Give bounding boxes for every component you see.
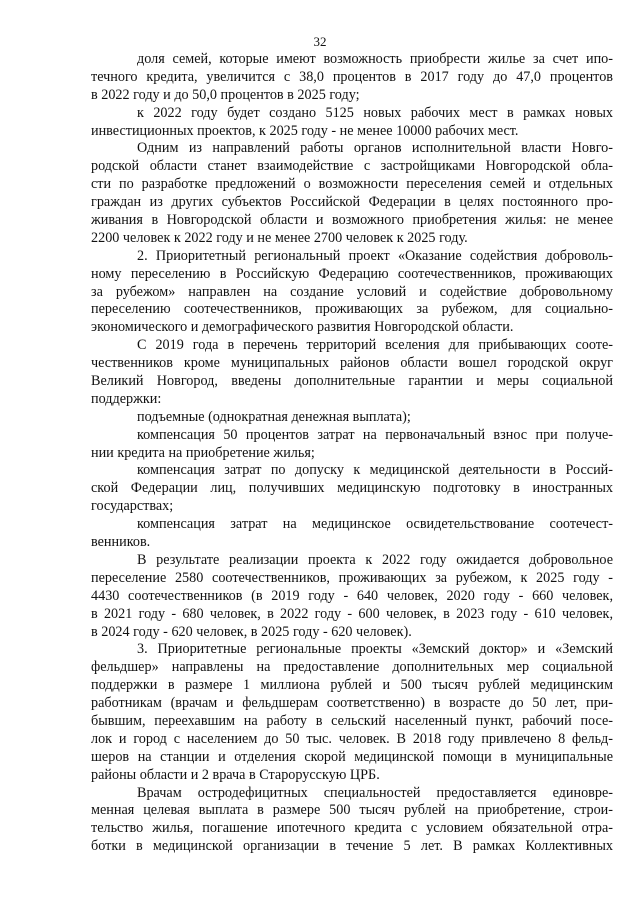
text-line: 4430 соотечественников (в 2019 году - 640 человек, 2020 году - 660 человек,	[91, 587, 613, 604]
text-line: в 2021 году - 680 человек, в 2022 году - 600 человек, в 2023 году - 610 человек,	[91, 605, 613, 622]
text-line: компенсация затрат по допуску к медицинской деятельности в Россий-	[137, 462, 613, 479]
text-line: 2200 человек к 2022 году и не менее 2700 человек к 2025 году.	[91, 229, 468, 246]
text-line: менная целевая выплата в размере 500 тысяч рублей на приобретение, строи-	[91, 802, 613, 819]
text-line: чественников кроме муниципальных районов области вошел городской округ	[91, 355, 613, 372]
text-line: районы области и 2 врача в Старорусскую ЦРБ.	[91, 766, 380, 783]
text-line: лок и город с населением до 50 тыс. человек. В 2018 году привлечено 8 фельд-	[91, 730, 613, 747]
text-line: живания в Новгородской области и возможного приобретения жилья: не менее	[91, 212, 613, 229]
text-line: переселение 2580 соотечественников, проживающих за рубежом, к 2025 году -	[91, 569, 613, 586]
text-line: ботки в медицинской организации в течение 5 лет. В рамках Коллективных	[91, 838, 613, 855]
text-line: 2. Приоритетный региональный проект «Оказание содействия доброволь-	[137, 247, 613, 264]
text-line: государствах;	[91, 498, 174, 515]
text-line: доля семей, которые имеют возможность приобрести жилье за счет ипо-	[137, 51, 613, 67]
text-line: тельство жилья, погашение ипотечного кредита с условием обязательной отра-	[91, 820, 613, 837]
text-line: ному переселению в Российскую Федерацию соотечественников, проживающих	[91, 265, 613, 282]
text-line: подъемные (однократная денежная выплата);	[137, 408, 411, 425]
text-line: сти по разработке предложений о возможности переселения семей и отдельных	[91, 176, 613, 193]
text-line: Одним из направлений работы органов исполнительной власти Новго-	[137, 140, 613, 157]
text-line: 3. Приоритетные региональные проекты «Земский доктор» и «Земский	[137, 641, 613, 658]
text-line: венников.	[91, 534, 151, 551]
text-line: нии кредита на приобретение жилья;	[91, 444, 315, 461]
text-line: за рубежом» направлен на создание условий и содействие добровольному	[91, 283, 613, 300]
text-line: родской области станет взаимодействие с застройщиками Новгородской обла-	[91, 158, 613, 175]
text-line: поддержки:	[91, 390, 162, 407]
text-line: граждан из других субъектов Российской Федерации в целях постоянного про-	[91, 194, 613, 211]
text-line: поддержки в размере 1 миллиона рублей и 500 тысяч рублей медицинским	[91, 677, 613, 694]
text-line: компенсация 50 процентов затрат на первоначальный взнос при получе-	[137, 426, 613, 443]
text-line: работникам (врачам и фельдшерам соответственно) в возрасте до 50 лет, при-	[91, 695, 613, 712]
text-line: к 2022 году будет создано 5125 новых рабочих мест в рамках новых	[137, 104, 613, 121]
text-line: инвестиционных проектов, к 2025 году - не менее 10000 рабочих мест.	[91, 122, 519, 139]
text-line: С 2019 года в перечень территорий вселения для прибывающих сооте-	[137, 337, 613, 354]
text-line: ской Федерации лиц, получивших медицинскую подготовку в иностранных	[91, 480, 613, 497]
text-line: компенсация затрат на медицинское освидетельствование соотечест-	[137, 516, 613, 533]
text-line: переселению соотечественников, проживающих за рубежом, для социально-	[91, 301, 613, 318]
page-number: 32	[313, 34, 327, 49]
text-line: фельдшер» направлены на предоставление дополнительных мер социальной	[91, 659, 613, 676]
document-body	[91, 51, 613, 856]
text-line: шеров на станции и отделения скорой медицинской помощи в муниципальные	[91, 748, 613, 765]
text-line: течного кредита, увеличится с 38,0 процентов в 2017 году до 47,0 процентов	[91, 68, 613, 85]
text-line: бывшим, переехавшим на работу в сельский населенный пункт, рабочий посе-	[91, 712, 613, 729]
text-line: экономического и демографического развития Новгородской области.	[91, 319, 514, 336]
text-line: Врачам остродефицитных специальностей предоставляется единовре-	[137, 784, 613, 801]
text-line: Великий Новгород, введены дополнительные гарантии и меры социальной	[91, 373, 613, 390]
text-line: В результате реализации проекта к 2022 году ожидается добровольное	[137, 551, 613, 568]
text-line: в 2024 году - 620 человек, в 2025 году - 620 человек).	[91, 623, 412, 640]
text-line: в 2022 году и до 50,0 процентов в 2025 году;	[91, 86, 360, 103]
